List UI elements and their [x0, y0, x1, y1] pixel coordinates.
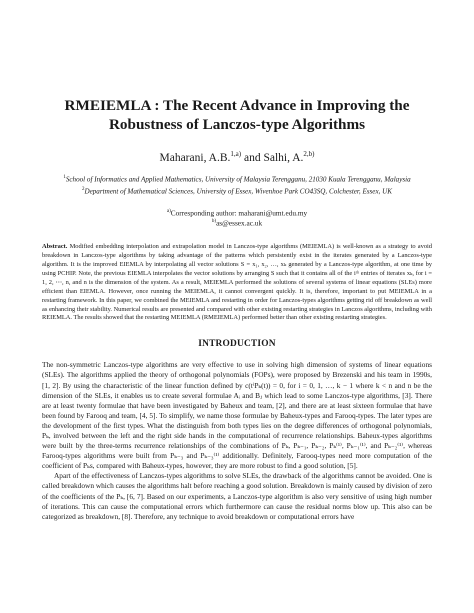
- introduction-body: [42, 360, 432, 522]
- affiliation-2-text: Department of Mathematical Sciences, University of Essex, Wivenhoe Park CO43SQ, Colchester, Essex, UK: [84, 187, 393, 196]
- contact-2-sup: b): [211, 219, 217, 225]
- abstract-text: Modified embedding interpolation and extrapolation model in Lanczos-type algorithms (MEIEMLA) is well-known as a strategy to avoid breakdown in Lanczos-type algorithms by taking advantage of the patterns which persistently exist in the iterates generated by a Lanczos-type algorithm. It is the improved EIEMLA by interpolating all vector solutions S = x₁, x₂, …, xₖ generated by a Lanczos-type algorithm, at one time by using PCHIP. Note, the previous EIEMLA interpolates the vector solutions by arranging S such that it contains all of the iᵗʰ entries of iterates xₖ, for i = 1, 2, ⋯, n, and n is the dimension of the system. As a result, MEIEMLA performed the solutions of several systems of linear equations (SLEs) more efficient than EIEMLA. However, once running the MEIEMLA, it cannot convergent quickly. It is, therefore, important to put MEIEMLA in a restarting framework. In this paper, we combined the MEIEMLA and restarting in order for Lanczos-types algorithms getting rid off breakdown as well as enhancing their stability. Numerical results are presented and compared with other existing restarting strategies in Lanczos algorithms, including with REIEMLA. The results showed that the restarting MEIEMLA (RMEIEMLA) performed better than other existing restarting strategies.: [42, 243, 432, 322]
- affiliation-2-sup: 2: [81, 186, 85, 192]
- affiliation-2: [42, 185, 432, 197]
- contact-2: [42, 217, 432, 228]
- section-heading-introduction: INTRODUCTION: [198, 339, 276, 350]
- author-2-sup: 2,b): [303, 150, 315, 158]
- affiliations: [42, 173, 432, 197]
- paper-title: [42, 96, 432, 134]
- author-1-sup: 1,a): [230, 150, 242, 158]
- intro-paragraph-2: Apart of the effectiveness of Lanczos-types algorithms to solve SLEs, the drawback of the algorithms cannot be avoided. One is called breakdown which causes the algorithms halt before reaching a good solution. Breakdown is mainly caused by division of zero of the coefficients of the Pₖ, [6, 7]. Based on our experiments, a Lanczos-type algorithm is also very sensitive of using high number of iterations. This can cause the computational errors which furthermore can cause the residual norms blow up. This also can be categorized as breakdown, [8]. Therefore, any technique to avoid breakdown or computational errors have: [42, 471, 432, 521]
- author-2: Salhi, A.: [263, 151, 304, 164]
- affiliation-1: [42, 173, 432, 185]
- contact-emails: [42, 207, 432, 229]
- title-line-1: RMEIEMLA : The Recent Advance in Improving the: [64, 97, 410, 114]
- contact-1: [42, 207, 432, 218]
- contact-1-sup: a): [166, 208, 171, 214]
- author-list: [42, 150, 432, 164]
- contact-1-text: Corresponding author: maharani@umt.edu.my: [170, 207, 308, 217]
- affiliation-1-sup: 1: [63, 174, 66, 180]
- contact-2-text: as@essex.ac.uk: [216, 218, 263, 228]
- title-line-2: Robustness of Lanczos-type Algorithms: [108, 116, 366, 133]
- abstract: [42, 243, 432, 323]
- author-1: Maharani, A.B.: [159, 151, 231, 164]
- abstract-label: Abstract.: [42, 243, 68, 251]
- affiliation-1-text: School of Informatics and Applied Mathematics, University of Malaysia Terengganu, 21030 Kuala Terengganu, Malaysia: [65, 175, 411, 184]
- author-conj: and: [243, 151, 261, 164]
- intro-paragraph-1: The non-symmetric Lanczos-type algorithms are very effective to use in solving high dimension of systems of linear equations (SLEs). The algorithms applied the theory of orthogonal polynomials (FOPs), were proposed by Brezenski and his team in 1990s, [1, 2]. By using the characteristic of the linear function defined by c(tⁱPₖ(t)) = 0, for i = 0, 1, …, k − 1 where k < n and n be the dimension of the SLEs, it enables us to create several formulae Aᵢ and Bⱼ which lead to some Lanczos-type algorithms, [3]. There are at least twenty formulae that have been investigated by Baheux and team, [2], and there are at least sixteen formulae that have been found by Farooq and team, [4, 5]. To simplify, we name those formulae by Baheux-types and Farooq-types. The later types are the development of the first types. What the distinguish from both types lies on the degree differences of orthogonal polynomials, Pₖ, involved between the left and the right side hands in the computational of recurrence relationships. Baheux-types algorithms were built by the three-terms recurrence relationships of the combinations of Pₖ, Pₖ₋₁, Pₖ₋₂, Pₖ⁽¹⁾, Pₖ₋₁⁽¹⁾, and Pₖ₋₂⁽¹⁾, whereas Farooq-types algorithms were built from Pₖ₋₃ and Pₖ₋₃⁽¹⁾ additionally. Definitely, Farooq-types need more computation of the coefficient of Pₖs, compared with Baheux-types, however, they are more robust to find a good solution, [5].: [42, 360, 432, 471]
